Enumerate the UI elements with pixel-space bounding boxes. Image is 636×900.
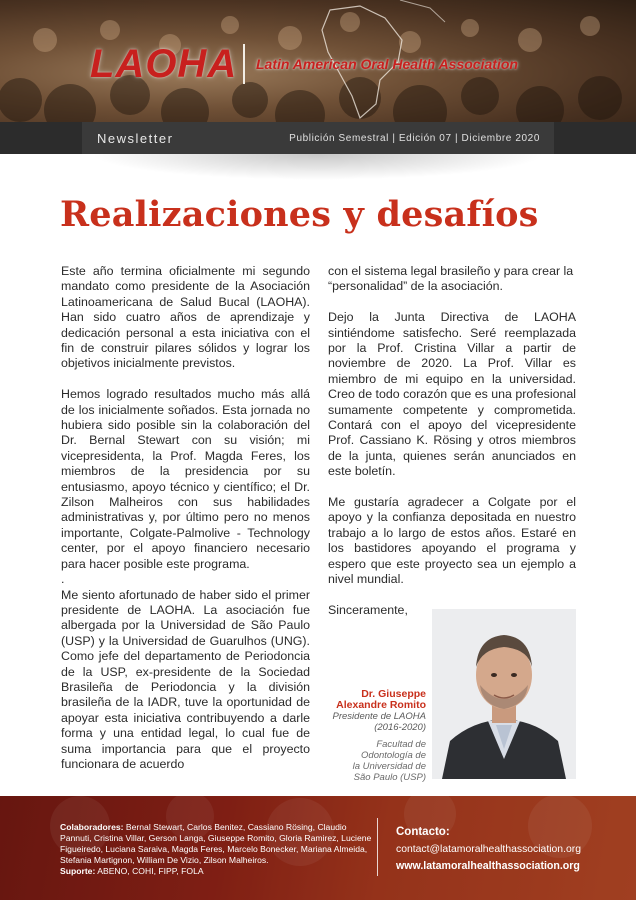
- collaborators-label: Colaboradores:: [60, 822, 124, 832]
- article-title: Realizaciones y desafíos: [60, 194, 539, 235]
- website-link[interactable]: www.latamoralhealthassociation.org: [396, 860, 580, 872]
- separator-dot: .: [61, 572, 65, 587]
- newsletter-label: Newsletter: [97, 131, 174, 146]
- footer-credits: [60, 822, 372, 877]
- author-name-line2: Alexandre Romito: [336, 699, 426, 711]
- edition-info: Publición Semestral | Edición 07 | Diciembre 2020: [289, 133, 540, 144]
- collaborators-list: Bernal Stewart, Carlos Benitez, Cassiano Rösing, Claudio Pannuti, Cristina Villar, Gerson Langa, Giuseppe Romito, Gloria Ramirez, Luciene Figueiredo, Luciana Saraiva, Magda Feres, Marcelo Bonecker, Mariana Almeida, Stefania Martignon, William De Vizio, Zilson Malheiros.: [60, 822, 372, 865]
- paragraph-1: Este año termina oficialmente mi segundo mandato como presidente de la Asociación Latinoamericana de Salud Bucal (LAOHA). Han sido cuatro años de aprendizaje y dedicación personal a esta iniciativa con el fin de construir pilares sólidos y lograr los objetivos inicialmente previstos.: [61, 264, 310, 371]
- paragraph-3: Me siento afortunado de haber sido el primer presidente de LAOHA. La asociación fue albergada por la Universidad de São Paulo (USP) y la Universidad de Guarulhos (UNG). Como jefe del departamento de Periodoncia de la USP, ex-presidente de la Sociedad Brasileña de Periodoncia y la división brasileña de la IADR, tuve la oportunidad de apoyar esta iniciativa contribuyendo a darle forma y una entidad legal, lo cual fue de suma importancia para que el proyecto funcionara de acuerdo: [61, 587, 310, 771]
- author-portrait-image: [432, 609, 576, 779]
- author-role-line1: Presidente de LAOHA: [332, 711, 426, 722]
- support-label: Suporte:: [60, 866, 96, 876]
- author-name-line1: Dr. Giuseppe: [361, 688, 426, 700]
- paragraph-4: con el sistema legal brasileño y para crear la “personalidad” de la asociación.: [328, 264, 574, 294]
- footer-divider: [377, 818, 378, 876]
- header-banner: [0, 0, 636, 122]
- author-institution-line2: Odontología de: [361, 750, 426, 761]
- bar-shadow: [90, 154, 546, 180]
- author-caption: [296, 689, 426, 783]
- closing: Sinceramente,: [328, 602, 408, 617]
- association-name: Latin American Oral Health Association: [256, 56, 518, 72]
- author-photo: [432, 609, 576, 779]
- paragraph-5: Dejo la Junta Directiva de LAOHA sintiéndome satisfecho. Seré reemplazada por la Prof. Cristina Villar a partir de noviembre de 2020. La Prof. Villar es miembro de mi equipo en la universidad. Creo de todo corazón que es una profesional sumamente competente y comprometida. Contará con el apoyo del vicepresidente Prof. Cassiano K. Rösing y otros miembros de la junta, quienes serán anunciados en este boletín.: [328, 310, 576, 479]
- support-list: ABENO, COHI, FIPP, FOLA: [95, 866, 204, 876]
- logo-divider: [243, 44, 245, 84]
- newsletter-bar-left: [0, 122, 82, 154]
- author-role-line2: (2016-2020): [374, 722, 426, 733]
- laoha-logo: LAOHA: [90, 42, 238, 86]
- author-institution-line3: la Universidad de: [352, 761, 426, 772]
- contact-heading: Contacto:: [396, 826, 450, 838]
- left-column: [61, 264, 310, 788]
- author-institution-line4: São Paulo (USP): [353, 772, 426, 783]
- right-column: [328, 264, 576, 634]
- contact-email-link[interactable]: contact@latamoralhealthassociation.org: [396, 844, 581, 855]
- paragraph-2: Hemos logrado resultados mucho más allá de los inicialmente soñados. Esta jornada no hubiera sido posible sin la colaboración del Dr. Bernal Stewart con su visión; mi vicepresidenta, la Prof. Magda Feres, los miembros de la presidencia por su entusiasmo, apoyo técnico y científico; el Dr. Zilson Malheiros con sus habilidades administrativas y, por último pero no menos importante, Colgate-Palmolive - Technology center, por el apoyo financiero necesario para hacer posible este programa.: [61, 387, 310, 571]
- paragraph-6: Me gustaría agradecer a Colgate por el apoyo y la confianza depositada en nuestro trabajo a lo largo de estos años. Estaré en los bastidores apoyando el programa y espero que este proyecto sea un ejemplo a nivel mundial.: [328, 495, 576, 587]
- newsletter-bar-right: [554, 122, 636, 154]
- author-institution-line1: Facultad de: [376, 739, 426, 750]
